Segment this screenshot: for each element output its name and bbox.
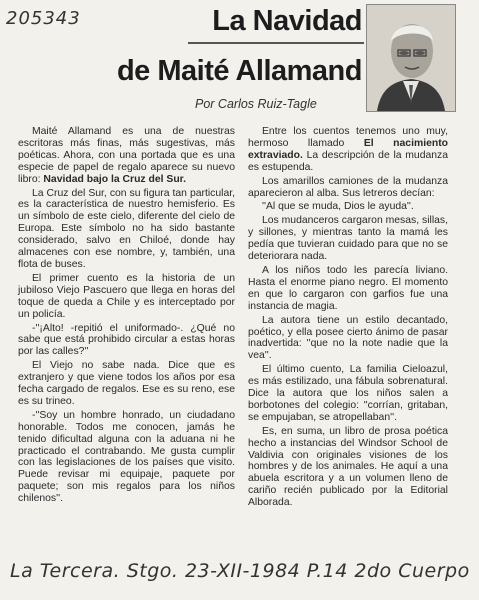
paragraph: Los amarillos camiones de la mudanza aparecieron al alba. Sus letreros decían: bbox=[248, 175, 448, 199]
paragraph-text: Entre los cuentos tenemos uno muy, hermoso llamado bbox=[248, 126, 448, 149]
paragraph bbox=[18, 126, 235, 186]
author-portrait-photo bbox=[366, 4, 456, 112]
headline-line-2: de Maité Allamand bbox=[116, 55, 362, 87]
paragraph: La autora tiene un estilo decantado, poético, y ella posee cierto ánimo de pasar inadvertida: ''que no la note nadie que la vea''. bbox=[248, 314, 448, 362]
paragraph: Es, en suma, un libro de prosa poética hecho a instancias del Windsor School de Valdivia con originales visiones de los hombres y de los animales. He aquí a una abuela escritora y a un volumen lleno de cariño recién publicado por la Editorial Alborada. bbox=[248, 425, 448, 509]
paragraph: -''¡Alto! -repitió el uniformado-. ¿Qué no sabe que está prohibido circular a estas horas por las calles?'' bbox=[18, 322, 235, 358]
catalog-number: 205343 bbox=[6, 8, 81, 29]
paragraph: El Viejo no sabe nada. Dice que es extranjero y que viene todos los años por esa fecha cargado de regalos. Ese es su reno, ese es su trineo. bbox=[18, 360, 235, 407]
paragraph: El primer cuento es la historia de un jubiloso Viejo Pascuero que llega en horas del toque de queda a Chile y es interceptado por un policía. bbox=[18, 272, 235, 320]
left-column bbox=[18, 126, 235, 507]
handwritten-source-note: La Tercera. Stgo. 23-XII-1984 P.14 2do Cuerpo bbox=[10, 560, 470, 582]
paragraph: Los mudanceros cargaron mesas, sillas, y sillones, y mientras tanto la mamá les pedía que tuvieran cuidado para que no se deteriorara nada. bbox=[248, 215, 448, 263]
book-title: Navidad bajo la Cruz del Sur. bbox=[43, 173, 187, 185]
paragraph: -''Soy un hombre honrado, un ciudadano honorable. Todos me conocen, jamás he tenido dificultad alguna con la aduana ni he practicado el contrabando. Me gusta cumplir con las legislaciones de los países que visito. Puede revisar mi equipaje, paquete por paquete; son mis regalos para los niños chilenos''. bbox=[18, 409, 235, 505]
paragraph bbox=[248, 126, 448, 174]
portrait-graphic bbox=[367, 5, 455, 111]
paragraph: La Cruz del Sur, con su figura tan particular, es la característica de nuestro hemisferio. Es un símbolo de este cielo, diferente del cielo de Europa. Este símbolo no ha sido bastante considerado, salvo en Chiloé, donde hay almacenes con ese nombre, y, también, una flota de buses. bbox=[18, 187, 235, 270]
paragraph-text: Maité Allamand es una de nuestras escritoras más finas, más sugestivas, más poéticas. Ahora, con una portada que es una especie de papel de regalo aparece su nuevo libro: bbox=[18, 126, 235, 185]
story-title: El nacimiento extraviado. bbox=[248, 137, 449, 161]
right-column bbox=[248, 126, 448, 511]
paragraph: ''Al que se muda, Dios le ayuda''. bbox=[262, 201, 414, 213]
paragraph: El último cuento, La familia Cieloazul, es más estilizado, una fábula sobrenatural. Dice la autora que los niños salen a borbotones del colegio: ''corrían, gritaban, se empujaban, se atropellaban''. bbox=[248, 364, 448, 423]
title-rule bbox=[188, 42, 364, 44]
paragraph-text: La descripción de la mudanza es estupenda. bbox=[248, 149, 448, 173]
paragraph: A los niños todo les parecía liviano. Hasta el enorme piano negro. El momento en que lo cargaron con garfios fue una instancia de magia. bbox=[248, 264, 448, 312]
headline bbox=[100, 0, 362, 88]
headline-line-1: La Navidad bbox=[212, 5, 362, 37]
byline: Por Carlos Ruiz-Tagle bbox=[195, 97, 317, 111]
